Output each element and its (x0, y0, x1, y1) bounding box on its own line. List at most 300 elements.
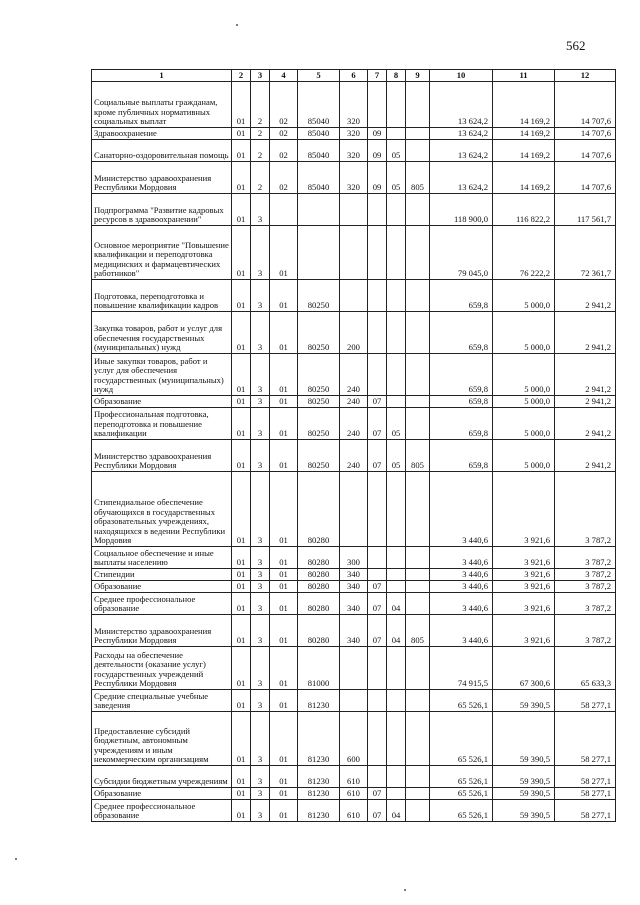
amount-cell: 2 941,2 (555, 396, 616, 408)
code-cell: 01 (232, 140, 251, 162)
amount-cell: 659,8 (430, 440, 493, 472)
code-cell: 01 (270, 615, 298, 647)
code-cell: 3 (251, 194, 270, 226)
code-cell: 81230 (298, 800, 340, 822)
amount-cell: 59 390,5 (493, 766, 555, 788)
code-cell (368, 569, 387, 581)
code-cell (387, 82, 406, 128)
amount-cell: 3 440,6 (430, 581, 493, 593)
code-cell: 01 (270, 788, 298, 800)
amount-cell: 3 787,2 (555, 569, 616, 581)
code-cell: 2 (251, 162, 270, 194)
table-row (92, 194, 616, 226)
code-cell: 01 (232, 162, 251, 194)
amount-cell: 5 000,0 (493, 354, 555, 396)
code-cell: 05 (387, 140, 406, 162)
header-row (92, 70, 616, 82)
code-cell: 01 (232, 312, 251, 354)
code-cell: 09 (368, 128, 387, 140)
code-cell: 610 (340, 766, 368, 788)
code-cell: 81230 (298, 766, 340, 788)
code-cell (340, 690, 368, 712)
code-cell: 01 (270, 581, 298, 593)
code-cell (406, 547, 430, 569)
amount-cell: 14 707,6 (555, 128, 616, 140)
code-cell: 3 (251, 440, 270, 472)
amount-cell: 65 526,1 (430, 766, 493, 788)
row-name-cell: Закупка товаров, работ и услуг для обеспечения государственных (муниципальных) нужд (92, 312, 232, 354)
code-cell: 805 (406, 162, 430, 194)
amount-cell: 3 787,2 (555, 547, 616, 569)
header-cell: 5 (298, 70, 340, 82)
code-cell (406, 712, 430, 766)
amount-cell: 72 361,7 (555, 226, 616, 280)
amount-cell: 3 440,6 (430, 472, 493, 547)
code-cell: 04 (387, 615, 406, 647)
amount-cell: 14 707,6 (555, 162, 616, 194)
code-cell (298, 226, 340, 280)
row-name-cell: Здравоохранение (92, 128, 232, 140)
code-cell: 3 (251, 581, 270, 593)
code-cell (406, 226, 430, 280)
code-cell (368, 82, 387, 128)
amount-cell: 14 169,2 (493, 162, 555, 194)
amount-cell: 13 624,2 (430, 162, 493, 194)
amount-cell: 58 277,1 (555, 788, 616, 800)
code-cell (406, 800, 430, 822)
code-cell: 01 (232, 569, 251, 581)
code-cell (406, 581, 430, 593)
code-cell (340, 194, 368, 226)
code-cell: 80280 (298, 615, 340, 647)
table-row (92, 712, 616, 766)
code-cell: 3 (251, 569, 270, 581)
table-row (92, 547, 616, 569)
amount-cell: 3 921,6 (493, 472, 555, 547)
code-cell: 01 (232, 593, 251, 615)
code-cell: 05 (387, 440, 406, 472)
code-cell (406, 140, 430, 162)
code-cell: 01 (232, 194, 251, 226)
amount-cell: 65 526,1 (430, 712, 493, 766)
code-cell (406, 766, 430, 788)
table-row (92, 408, 616, 440)
code-cell (387, 581, 406, 593)
amount-cell: 14 707,6 (555, 140, 616, 162)
code-cell: 04 (387, 800, 406, 822)
row-name-cell: Среднее профессиональное образование (92, 593, 232, 615)
table-row (92, 472, 616, 547)
code-cell: 01 (232, 766, 251, 788)
code-cell: 80280 (298, 593, 340, 615)
code-cell: 600 (340, 712, 368, 766)
code-cell (368, 226, 387, 280)
code-cell: 2 (251, 128, 270, 140)
code-cell: 02 (270, 82, 298, 128)
code-cell: 01 (270, 569, 298, 581)
code-cell: 2 (251, 140, 270, 162)
code-cell (406, 690, 430, 712)
row-name-cell: Средние специальные учебные заведения (92, 690, 232, 712)
code-cell (368, 194, 387, 226)
row-name-cell: Подготовка, переподготовка и повышение квалификации кадров (92, 280, 232, 312)
header-cell: 9 (406, 70, 430, 82)
code-cell (406, 569, 430, 581)
code-cell: 320 (340, 82, 368, 128)
amount-cell: 59 390,5 (493, 788, 555, 800)
code-cell: 3 (251, 408, 270, 440)
code-cell: 01 (232, 226, 251, 280)
code-cell: 3 (251, 647, 270, 690)
amount-cell: 5 000,0 (493, 396, 555, 408)
code-cell: 07 (368, 581, 387, 593)
table-row (92, 593, 616, 615)
amount-cell: 2 941,2 (555, 312, 616, 354)
code-cell (406, 194, 430, 226)
code-cell: 01 (270, 593, 298, 615)
row-name-cell: Иные закупки товаров, работ и услуг для обеспечения государственных (муниципальных) нужд (92, 354, 232, 396)
code-cell: 05 (387, 408, 406, 440)
code-cell: 320 (340, 162, 368, 194)
code-cell (368, 712, 387, 766)
amount-cell: 14 169,2 (493, 82, 555, 128)
amount-cell: 5 000,0 (493, 312, 555, 354)
code-cell: 09 (368, 140, 387, 162)
code-cell: 80280 (298, 581, 340, 593)
amount-cell: 3 440,6 (430, 547, 493, 569)
amount-cell: 659,8 (430, 280, 493, 312)
code-cell (406, 312, 430, 354)
amount-cell: 13 624,2 (430, 82, 493, 128)
table-row (92, 140, 616, 162)
amount-cell: 67 300,6 (493, 647, 555, 690)
table-row (92, 647, 616, 690)
code-cell: 07 (368, 396, 387, 408)
code-cell: 81230 (298, 788, 340, 800)
scan-speck (404, 889, 406, 891)
code-cell: 805 (406, 615, 430, 647)
table-row (92, 226, 616, 280)
amount-cell: 14 169,2 (493, 140, 555, 162)
code-cell: 01 (270, 396, 298, 408)
page-number: 562 (566, 38, 586, 53)
table-row (92, 128, 616, 140)
code-cell: 85040 (298, 128, 340, 140)
code-cell: 01 (270, 280, 298, 312)
amount-cell: 3 440,6 (430, 569, 493, 581)
code-cell: 07 (368, 615, 387, 647)
code-cell: 805 (406, 440, 430, 472)
code-cell (340, 226, 368, 280)
table-row (92, 788, 616, 800)
amount-cell: 76 222,2 (493, 226, 555, 280)
amount-cell: 5 000,0 (493, 440, 555, 472)
table-row (92, 280, 616, 312)
code-cell: 01 (270, 440, 298, 472)
code-cell: 240 (340, 440, 368, 472)
code-cell: 85040 (298, 162, 340, 194)
code-cell: 80250 (298, 396, 340, 408)
code-cell: 610 (340, 788, 368, 800)
code-cell (368, 547, 387, 569)
table-row (92, 569, 616, 581)
table-row (92, 800, 616, 822)
code-cell: 01 (270, 472, 298, 547)
code-cell: 3 (251, 788, 270, 800)
code-cell: 80280 (298, 547, 340, 569)
code-cell (406, 788, 430, 800)
amount-cell: 3 921,6 (493, 547, 555, 569)
code-cell: 04 (387, 593, 406, 615)
code-cell: 85040 (298, 82, 340, 128)
table-row (92, 615, 616, 647)
row-name-cell: Социальное обеспечение и иные выплаты населению (92, 547, 232, 569)
amount-cell: 3 440,6 (430, 615, 493, 647)
code-cell: 07 (368, 440, 387, 472)
code-cell: 01 (232, 128, 251, 140)
code-cell (406, 82, 430, 128)
table-row (92, 354, 616, 396)
table-row (92, 690, 616, 712)
code-cell (270, 194, 298, 226)
header-cell: 1 (92, 70, 232, 82)
code-cell: 3 (251, 280, 270, 312)
code-cell (368, 280, 387, 312)
row-name-cell: Предоставление субсидий бюджетным, автономным учреждениям и иным некоммерческим организациям (92, 712, 232, 766)
row-name-cell: Образование (92, 396, 232, 408)
amount-cell: 59 390,5 (493, 712, 555, 766)
amount-cell: 79 045,0 (430, 226, 493, 280)
code-cell: 3 (251, 396, 270, 408)
code-cell: 3 (251, 615, 270, 647)
code-cell: 01 (232, 396, 251, 408)
code-cell (387, 354, 406, 396)
code-cell: 05 (387, 162, 406, 194)
code-cell: 320 (340, 140, 368, 162)
row-name-cell: Социальные выплаты гражданам, кроме публичных нормативных социальных выплат (92, 82, 232, 128)
code-cell (387, 396, 406, 408)
amount-cell: 3 787,2 (555, 581, 616, 593)
code-cell: 01 (232, 615, 251, 647)
code-cell (387, 226, 406, 280)
budget-table (91, 69, 616, 822)
code-cell: 81230 (298, 712, 340, 766)
code-cell (387, 128, 406, 140)
amount-cell: 659,8 (430, 396, 493, 408)
amount-cell: 116 822,2 (493, 194, 555, 226)
header-cell: 3 (251, 70, 270, 82)
code-cell: 01 (232, 354, 251, 396)
code-cell (406, 354, 430, 396)
amount-cell: 58 277,1 (555, 712, 616, 766)
code-cell: 80250 (298, 354, 340, 396)
scan-speck (236, 24, 238, 26)
amount-cell: 5 000,0 (493, 280, 555, 312)
amount-cell: 117 561,7 (555, 194, 616, 226)
code-cell (406, 647, 430, 690)
table-row (92, 312, 616, 354)
amount-cell: 58 277,1 (555, 690, 616, 712)
code-cell: 01 (270, 547, 298, 569)
code-cell: 3 (251, 472, 270, 547)
code-cell: 01 (270, 690, 298, 712)
code-cell: 07 (368, 800, 387, 822)
code-cell (387, 569, 406, 581)
code-cell: 340 (340, 569, 368, 581)
code-cell: 240 (340, 354, 368, 396)
code-cell: 07 (368, 788, 387, 800)
amount-cell: 59 390,5 (493, 800, 555, 822)
table-row (92, 581, 616, 593)
amount-cell: 14 707,6 (555, 82, 616, 128)
amount-cell: 3 921,6 (493, 581, 555, 593)
code-cell (340, 472, 368, 547)
table-row (92, 162, 616, 194)
amount-cell: 659,8 (430, 354, 493, 396)
code-cell (406, 396, 430, 408)
code-cell: 340 (340, 615, 368, 647)
code-cell: 300 (340, 547, 368, 569)
code-cell (387, 472, 406, 547)
amount-cell: 58 277,1 (555, 766, 616, 788)
row-name-cell: Министерство здравоохранения Республики Мордовия (92, 440, 232, 472)
row-name-cell: Профессиональная подготовка, переподготовка и повышение квалификации (92, 408, 232, 440)
code-cell: 80250 (298, 408, 340, 440)
row-name-cell: Образование (92, 581, 232, 593)
row-name-cell: Образование (92, 788, 232, 800)
amount-cell: 3 921,6 (493, 615, 555, 647)
header-cell: 8 (387, 70, 406, 82)
table-row (92, 440, 616, 472)
amount-cell: 2 941,2 (555, 440, 616, 472)
amount-cell: 74 915,5 (430, 647, 493, 690)
amount-cell: 3 787,2 (555, 472, 616, 547)
code-cell: 07 (368, 593, 387, 615)
code-cell: 80280 (298, 569, 340, 581)
code-cell: 80250 (298, 440, 340, 472)
amount-cell: 3 787,2 (555, 593, 616, 615)
code-cell: 80280 (298, 472, 340, 547)
code-cell: 01 (232, 690, 251, 712)
code-cell: 01 (270, 408, 298, 440)
amount-cell: 2 941,2 (555, 408, 616, 440)
table-row (92, 82, 616, 128)
code-cell: 3 (251, 800, 270, 822)
code-cell: 07 (368, 408, 387, 440)
code-cell: 340 (340, 593, 368, 615)
code-cell: 01 (232, 82, 251, 128)
code-cell: 85040 (298, 140, 340, 162)
code-cell (387, 788, 406, 800)
code-cell: 01 (232, 788, 251, 800)
amount-cell: 3 921,6 (493, 569, 555, 581)
code-cell: 09 (368, 162, 387, 194)
code-cell: 320 (340, 128, 368, 140)
table-row (92, 766, 616, 788)
code-cell: 01 (270, 354, 298, 396)
row-name-cell: Санаторно-оздоровительная помощь (92, 140, 232, 162)
code-cell: 3 (251, 690, 270, 712)
row-name-cell: Основное мероприятие "Повышение квалификации и переподготовка медицинских и фармацевтических работников" (92, 226, 232, 280)
amount-cell: 65 633,3 (555, 647, 616, 690)
code-cell (368, 647, 387, 690)
code-cell: 01 (270, 766, 298, 788)
row-name-cell: Стипендии (92, 569, 232, 581)
code-cell (406, 472, 430, 547)
code-cell: 01 (270, 647, 298, 690)
code-cell (406, 593, 430, 615)
header-cell: 11 (493, 70, 555, 82)
amount-cell: 65 526,1 (430, 800, 493, 822)
table-header (92, 70, 616, 82)
code-cell: 01 (270, 312, 298, 354)
code-cell: 01 (270, 800, 298, 822)
code-cell: 3 (251, 354, 270, 396)
scan-speck (15, 858, 17, 860)
amount-cell: 3 440,6 (430, 593, 493, 615)
code-cell: 01 (232, 712, 251, 766)
code-cell: 3 (251, 712, 270, 766)
row-name-cell: Министерство здравоохранения Республики Мордовия (92, 615, 232, 647)
amount-cell: 65 526,1 (430, 690, 493, 712)
row-name-cell: Среднее профессиональное образование (92, 800, 232, 822)
code-cell: 80250 (298, 312, 340, 354)
row-name-cell: Подпрограмма "Развитие кадровых ресурсов в здравоохранении" (92, 194, 232, 226)
code-cell (387, 647, 406, 690)
code-cell (387, 547, 406, 569)
code-cell (368, 690, 387, 712)
code-cell: 01 (270, 226, 298, 280)
header-cell: 4 (270, 70, 298, 82)
code-cell: 02 (270, 140, 298, 162)
amount-cell: 58 277,1 (555, 800, 616, 822)
amount-cell: 118 900,0 (430, 194, 493, 226)
code-cell: 01 (232, 581, 251, 593)
amount-cell: 659,8 (430, 312, 493, 354)
row-name-cell: Субсидии бюджетным учреждениям (92, 766, 232, 788)
row-name-cell: Стипендиальное обеспечение обучающихся в государственных образовательных учреждениях, находящихся в ведении Республики Мордовия (92, 472, 232, 547)
row-name-cell: Расходы на обеспечение деятельности (оказание услуг) государственных учреждений Республики Мордовия (92, 647, 232, 690)
amount-cell: 13 624,2 (430, 140, 493, 162)
code-cell: 01 (232, 647, 251, 690)
amount-cell: 59 390,5 (493, 690, 555, 712)
code-cell (406, 408, 430, 440)
code-cell: 01 (232, 408, 251, 440)
code-cell (368, 472, 387, 547)
code-cell: 240 (340, 408, 368, 440)
amount-cell: 14 169,2 (493, 128, 555, 140)
table-body (92, 82, 616, 822)
code-cell (368, 354, 387, 396)
code-cell (387, 194, 406, 226)
code-cell (387, 712, 406, 766)
code-cell: 3 (251, 226, 270, 280)
code-cell: 340 (340, 581, 368, 593)
code-cell (368, 312, 387, 354)
header-cell: 6 (340, 70, 368, 82)
table-row (92, 396, 616, 408)
amount-cell: 2 941,2 (555, 280, 616, 312)
code-cell (340, 647, 368, 690)
code-cell: 01 (232, 800, 251, 822)
code-cell: 02 (270, 128, 298, 140)
code-cell: 01 (232, 280, 251, 312)
code-cell: 200 (340, 312, 368, 354)
code-cell (368, 766, 387, 788)
amount-cell: 659,8 (430, 408, 493, 440)
header-cell: 2 (232, 70, 251, 82)
amount-cell: 3 787,2 (555, 615, 616, 647)
